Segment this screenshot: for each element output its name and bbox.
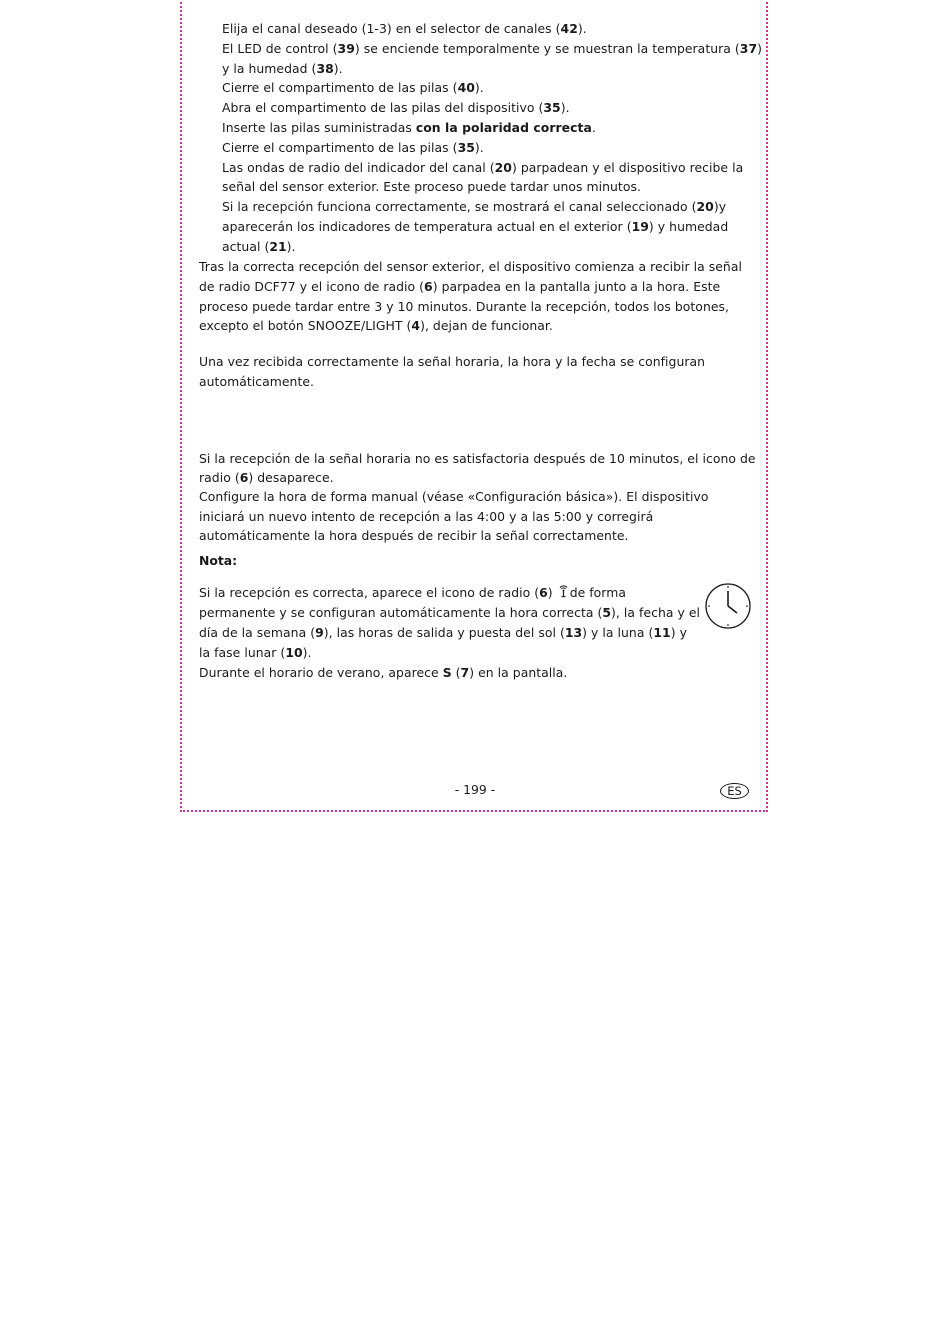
text-line: Tras la correcta recepción del sensor exterior, el dispositivo comienza a recibir la señal <box>199 259 742 274</box>
text-line: iniciará un nuevo intento de recepción a las 4:00 y a las 5:00 y corregirá <box>199 508 654 524</box>
paragraph-auto-config <box>199 352 754 392</box>
text-line: de radio DCF77 y el icono de radio (6) parpadea en la pantalla junto a la hora. Este <box>199 278 721 294</box>
language-badge: ES <box>720 783 749 799</box>
text-line: Si la recepción de la señal horaria no es satisfactoria después de 10 minutos, el icono de <box>199 451 756 466</box>
paragraph-failed-reception <box>199 449 754 545</box>
text-line: la fase lunar (10). <box>199 645 312 660</box>
paragraph-reception <box>199 257 754 336</box>
text-line: Durante el horario de verano, aparece S (7) en la pantalla. <box>199 665 568 680</box>
clock-icon <box>704 582 752 630</box>
text-line: automáticamente. <box>199 373 315 389</box>
text-line: Una vez recibida correctamente la señal horaria, la hora y la fecha se configuran <box>199 354 706 369</box>
text-line: radio (6) desaparece. <box>199 470 334 486</box>
step-line: Cierre el compartimento de las pilas (40). <box>222 80 484 96</box>
text-line: excepto el botón SNOOZE/LIGHT (4), dejan de funcionar. <box>199 318 553 334</box>
note-text <box>199 583 754 683</box>
step-line: Inserte las pilas suministradas con la polaridad correcta. <box>222 119 596 135</box>
step-line: actual (21). <box>222 238 296 254</box>
text-line: permanente y se configuran automáticamente la hora correcta (5), la fecha y el <box>199 605 701 620</box>
text-line: Configure la hora de forma manual (véase «Configuración básica»). El dispositivo <box>199 489 709 505</box>
step-line: aparecerán los indicadores de temperatura actual en el exterior (19) y humedad <box>222 218 729 234</box>
note-label: Nota: <box>199 553 238 568</box>
step-line: Cierre el compartimento de las pilas (35). <box>222 139 484 155</box>
setup-steps <box>222 19 763 257</box>
step-line: El LED de control (39) se enciende temporalmente y se muestran la temperatura (37) <box>222 40 763 56</box>
step-line: Las ondas de radio del indicador del canal (20) parpadean y el dispositivo recibe la <box>222 159 744 175</box>
text-line: día de la semana (9), las horas de salida y puesta del sol (13) y la luna (11) y <box>199 625 687 640</box>
step-line: y la humedad (38). <box>222 60 343 76</box>
step-line: señal del sensor exterior. Este proceso puede tardar unos minutos. <box>222 179 641 195</box>
text-line: Si la recepción es correcta, aparece el icono de radio (6) de forma <box>199 585 626 600</box>
text-line: proceso puede tardar entre 3 y 10 minutos. Durante la recepción, todos los botones, <box>199 298 730 314</box>
step-line: Elija el canal deseado (1-3) en el selector de canales (42). <box>222 21 587 36</box>
page-number: - 199 - <box>454 782 496 797</box>
step-line: Si la recepción funciona correctamente, se mostrará el canal seleccionado (20)y <box>222 199 727 215</box>
text-line: automáticamente la hora después de recibir la señal correctamente. <box>199 527 629 543</box>
step-line: Abra el compartimento de las pilas del dispositivo (35). <box>222 100 570 116</box>
radio-signal-icon <box>558 584 569 598</box>
